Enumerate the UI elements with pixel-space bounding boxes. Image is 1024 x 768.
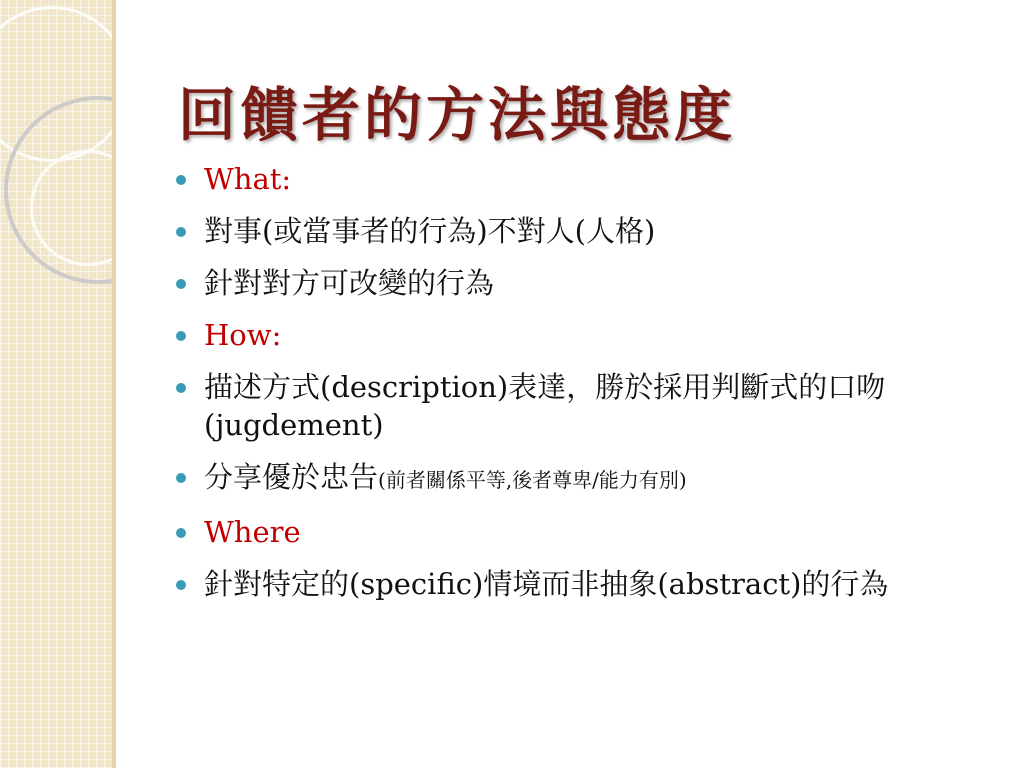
bullet-item [172, 264, 992, 302]
bullet-dot-icon [176, 227, 186, 237]
bullet-text: 分享優於忠告 [204, 460, 379, 494]
bullet-dot-icon [176, 331, 186, 341]
bullet-item [172, 160, 992, 198]
bullet-text: What: [204, 162, 292, 196]
bullet-dot-icon [176, 279, 186, 289]
bullet-item [172, 368, 992, 444]
bullet-text: 對事(或當事者的行為)不對人(人格) [204, 214, 656, 248]
bullet-item [172, 565, 992, 603]
bullet-dot-icon [176, 580, 186, 590]
bullet-text: How: [204, 318, 282, 352]
bullet-dot-icon [176, 175, 186, 185]
bullet-note: (前者關係平等,後者尊卑/能力有別) [378, 468, 687, 492]
bullet-dot-icon [176, 473, 186, 483]
side-band-edge [112, 0, 116, 768]
slide-title: 回饋者的方法與態度 [178, 81, 737, 149]
bullet-text: Where [204, 515, 301, 549]
bullet-text: 描述方式(description)表達，勝於採用判斷式的口吻(jugdement) [204, 370, 886, 442]
bullet-text: 針對對方可改變的行為 [204, 266, 495, 300]
bullet-dot-icon [176, 528, 186, 538]
bullet-item [172, 212, 992, 250]
bullet-item [172, 458, 992, 499]
bullet-list [172, 160, 992, 617]
decorative-side-band [0, 0, 112, 768]
bullet-text: 針對特定的(specific)情境而非抽象(abstract)的行為 [204, 567, 889, 601]
bullet-dot-icon [176, 383, 186, 393]
bullet-item [172, 316, 992, 354]
bullet-item [172, 513, 992, 551]
